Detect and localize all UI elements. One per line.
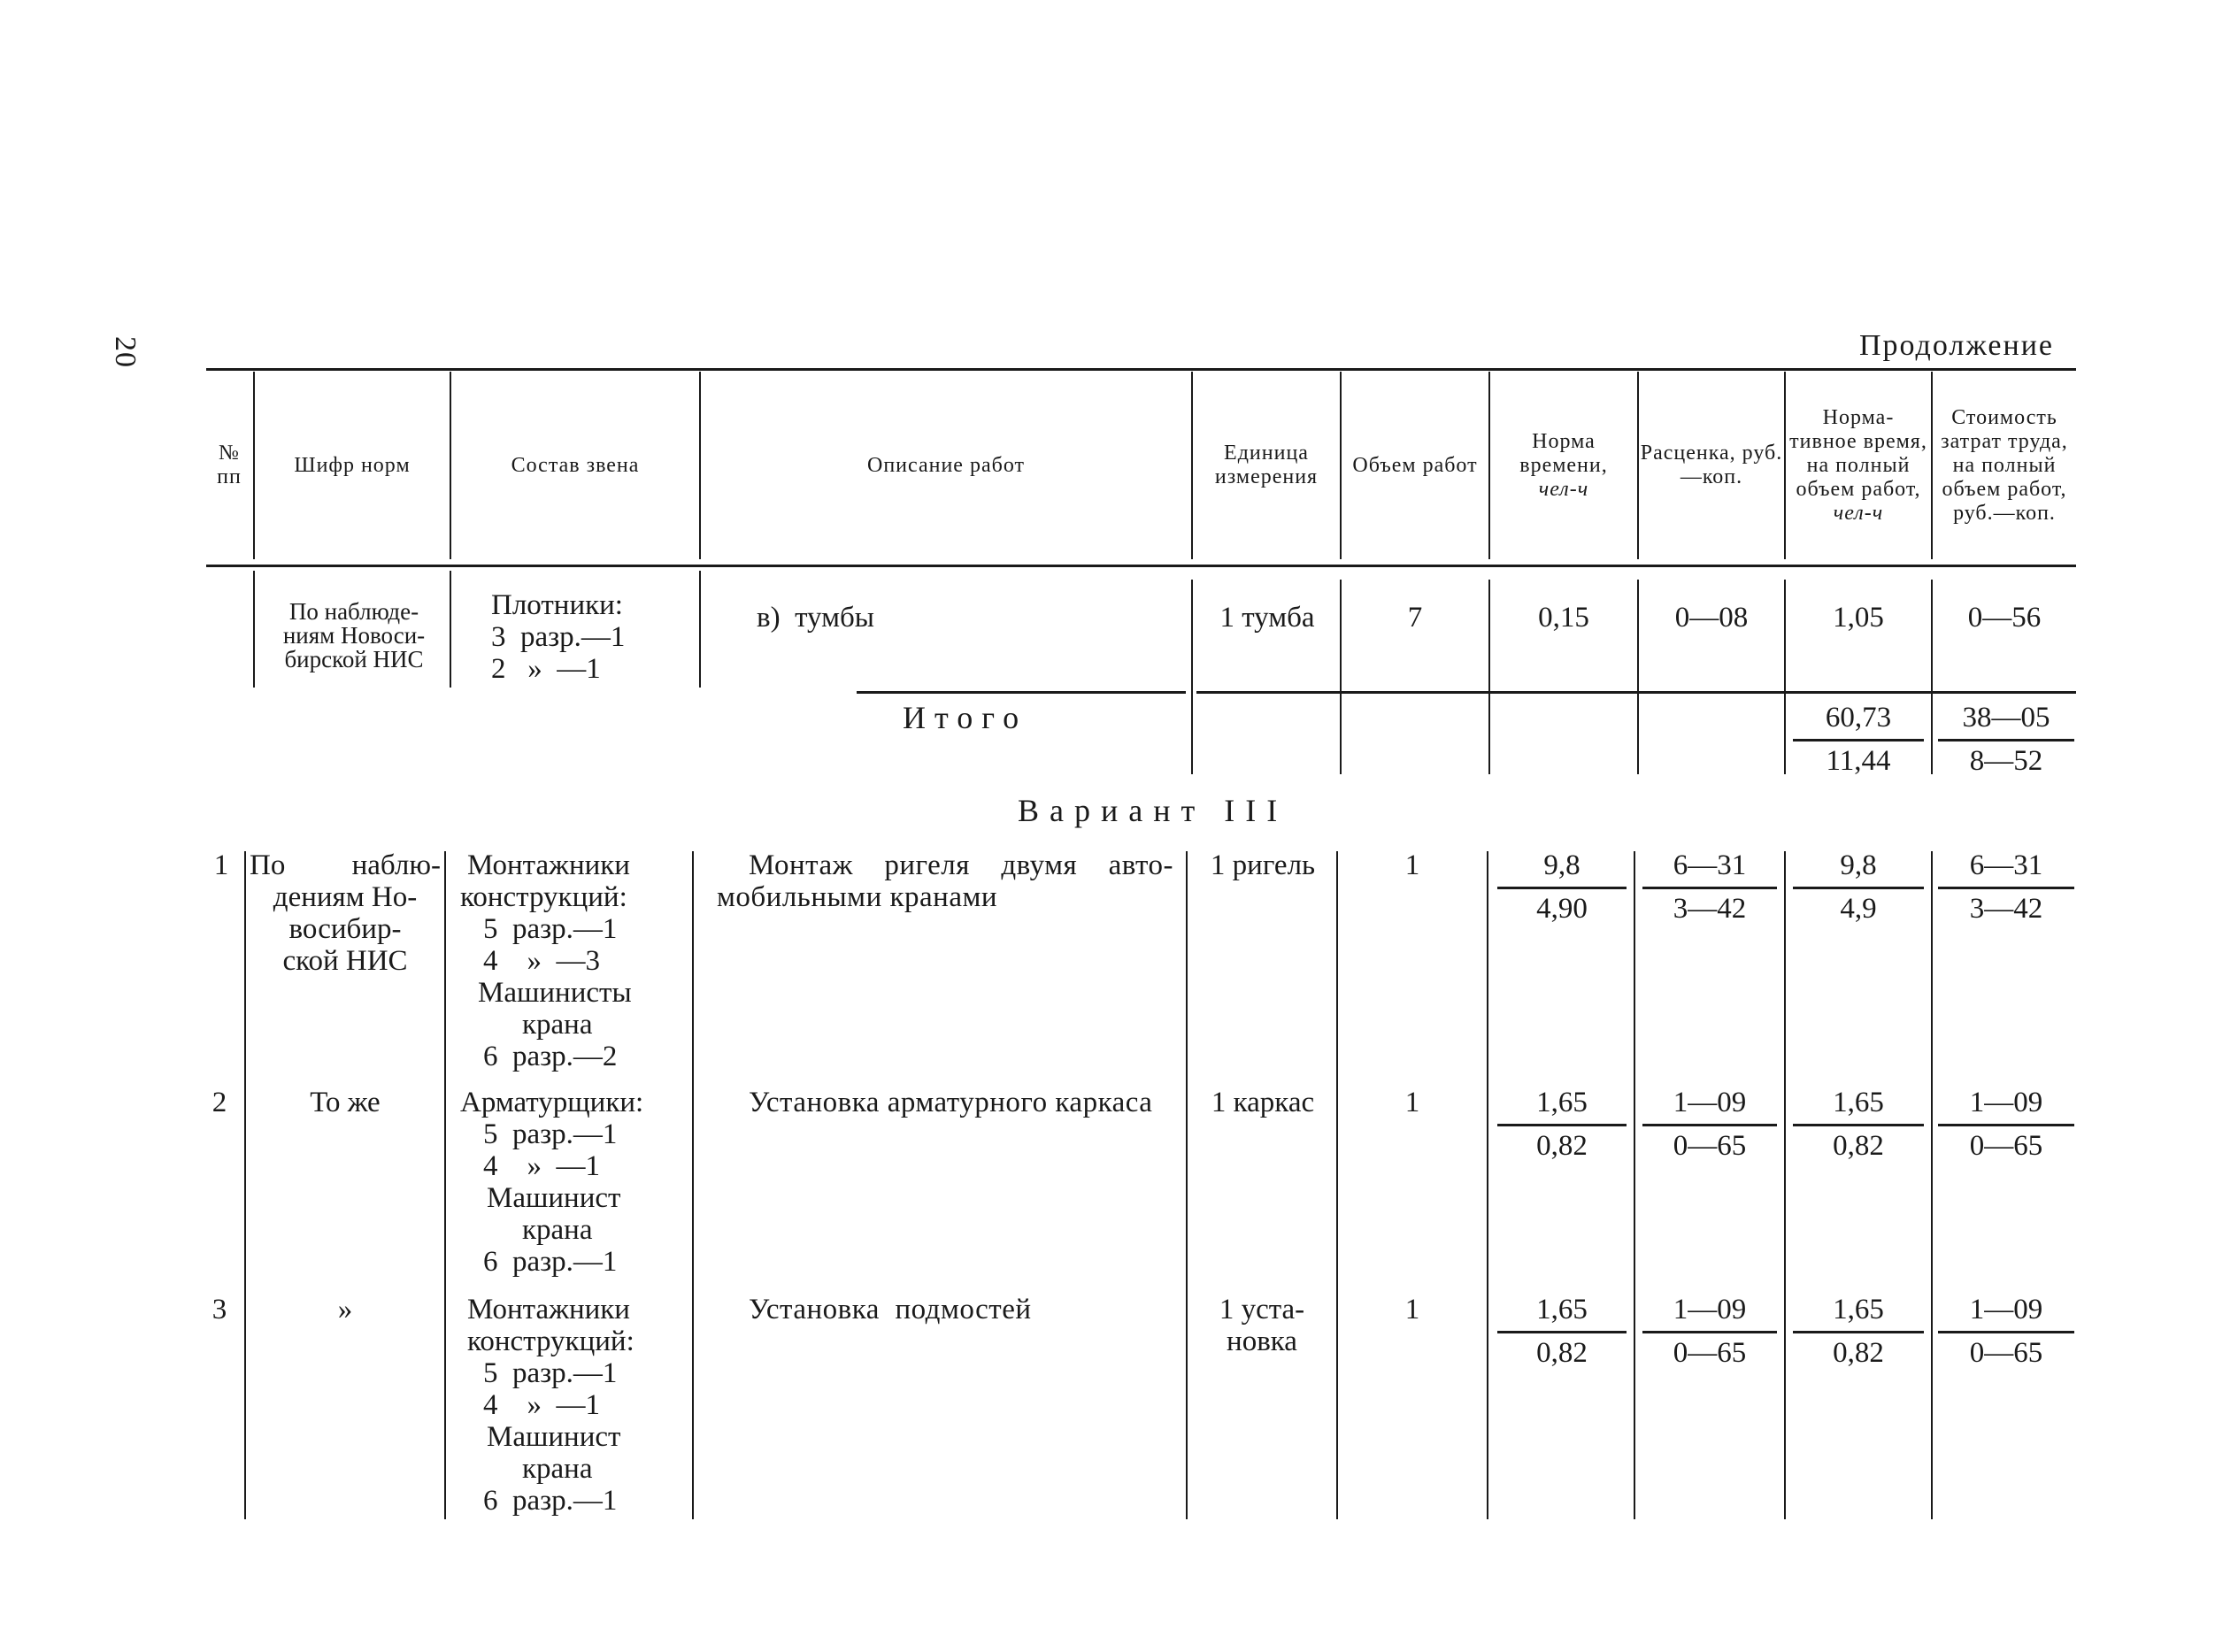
total-labor-cost bbox=[1936, 702, 2076, 777]
row-1-code bbox=[250, 849, 441, 977]
row-1-labor-cost bbox=[1936, 849, 2076, 925]
crew-line: крана bbox=[522, 1214, 593, 1246]
row-3-rate-num: 1—09 bbox=[1673, 1294, 1747, 1325]
body-divider bbox=[1634, 851, 1635, 1519]
header-code: Шифр норм bbox=[294, 453, 411, 477]
crew-line: 6 разр.—1 bbox=[483, 1246, 618, 1278]
row-1-unit: 1 ригель bbox=[1210, 849, 1316, 881]
body-divider bbox=[444, 851, 446, 1519]
row-3-description: Установка подмостей bbox=[749, 1294, 1032, 1325]
header-description: Описание работ bbox=[867, 453, 1025, 477]
row-2-normative-time-den: 0,82 bbox=[1833, 1130, 1884, 1162]
crew-line: 2 » —1 bbox=[491, 653, 601, 685]
total-normative-time bbox=[1791, 702, 1926, 777]
row-1-norm-time bbox=[1496, 849, 1628, 925]
row-2-normative-time bbox=[1791, 1087, 1926, 1162]
crew-line: Монтажники bbox=[467, 849, 630, 881]
variant-title: Вариант III bbox=[1018, 793, 1288, 828]
header-rate: Расценка, руб.—коп. bbox=[1640, 442, 1783, 488]
total-labor-cost-num: 38—05 bbox=[1962, 702, 2050, 734]
row-1-description: Монтаж ригеля двумя авто- мобильными кранами bbox=[717, 849, 1173, 913]
row-2-unit: 1 каркас bbox=[1211, 1087, 1315, 1118]
body-divider bbox=[1186, 851, 1188, 1519]
body-divider bbox=[1487, 851, 1488, 1519]
header-bottom-rule bbox=[206, 565, 2076, 567]
total-label: Итого bbox=[903, 700, 1028, 735]
row-3-num: 3 bbox=[212, 1294, 227, 1325]
row-2-crew bbox=[460, 1087, 692, 1278]
row-1-norm-time-num: 9,8 bbox=[1543, 849, 1580, 881]
row-3-norm-time-num: 1,65 bbox=[1536, 1294, 1588, 1325]
row-divider bbox=[1191, 580, 1193, 774]
row-1-rate-num: 6—31 bbox=[1673, 849, 1747, 881]
row-2-norm-time-num: 1,65 bbox=[1536, 1087, 1588, 1118]
row-3-labor-cost bbox=[1936, 1294, 2076, 1369]
row-2-labor-cost-num: 1—09 bbox=[1969, 1087, 2043, 1118]
body-divider bbox=[1784, 851, 1786, 1519]
page-number: 20 bbox=[109, 336, 142, 368]
row-3-normative-time-den: 0,82 bbox=[1833, 1337, 1884, 1369]
body-divider bbox=[692, 851, 694, 1519]
header-labor-cost: Стоимость затрат труда, на полный объем работ, руб.—коп. bbox=[1941, 405, 2068, 525]
crew-line: крана bbox=[522, 1009, 593, 1041]
row-1-crew bbox=[460, 849, 692, 1072]
row-3-crew bbox=[460, 1294, 692, 1517]
top-row-code: По наблюде- ниям Новоси- бирской НИС bbox=[282, 598, 426, 672]
header-norm-time-label: Норма времени, bbox=[1519, 429, 1608, 477]
crew-line: Машинисты bbox=[478, 977, 632, 1009]
top-row-crew bbox=[491, 589, 695, 685]
row-1-rate-den: 3—42 bbox=[1673, 893, 1747, 925]
crew-line: 5 разр.—1 bbox=[483, 1357, 618, 1389]
row-divider bbox=[253, 571, 255, 688]
body-divider bbox=[1336, 851, 1338, 1519]
row-2-rate-num: 1—09 bbox=[1673, 1087, 1747, 1118]
row-1-rate bbox=[1641, 849, 1779, 925]
row-1-normative-time bbox=[1791, 849, 1926, 925]
row-3-code bbox=[250, 1294, 441, 1325]
row-3-normative-time-num: 1,65 bbox=[1833, 1294, 1884, 1325]
top-row-labor-cost: 0—56 bbox=[1967, 602, 2042, 634]
top-row-description: в) тумбы bbox=[757, 602, 874, 634]
header-normative-time-label: Норма- тивное время, на полный объем работ, bbox=[1789, 405, 1927, 501]
top-row-rate: 0—08 bbox=[1674, 602, 1749, 634]
header-unit: Единица измерения bbox=[1214, 442, 1319, 488]
header-num: № пп bbox=[217, 442, 242, 488]
total-normative-time-den: 11,44 bbox=[1826, 745, 1891, 777]
total-top-rule-right bbox=[1196, 691, 2076, 694]
row-2-labor-cost bbox=[1936, 1087, 2076, 1162]
header-norm-time-unit: чел-ч bbox=[1538, 477, 1589, 501]
row-2-norm-time-den: 0,82 bbox=[1536, 1130, 1588, 1162]
row-1-normative-time-num: 9,8 bbox=[1840, 849, 1877, 881]
row-1-labor-cost-num: 6—31 bbox=[1969, 849, 2043, 881]
row-3-norm-time-den: 0,82 bbox=[1536, 1337, 1588, 1369]
row-divider bbox=[699, 571, 701, 688]
row-3-labor-cost-num: 1—09 bbox=[1969, 1294, 2043, 1325]
row-2-description: Установка арматурного каркаса bbox=[749, 1087, 1153, 1118]
row-1-volume: 1 bbox=[1404, 849, 1420, 881]
top-row-volume: 7 bbox=[1407, 602, 1423, 634]
row-2-norm-time bbox=[1496, 1087, 1628, 1162]
crew-line: 5 разр.—1 bbox=[483, 1118, 618, 1150]
crew-line: крана bbox=[522, 1453, 593, 1485]
row-2-rate-den: 0—65 bbox=[1673, 1130, 1747, 1162]
body-divider bbox=[244, 851, 246, 1519]
body-divider bbox=[1931, 851, 1933, 1519]
crew-line: 4 » —3 bbox=[483, 945, 600, 977]
row-2-num: 2 bbox=[212, 1087, 227, 1118]
code-line: дениям Но- bbox=[273, 881, 418, 913]
top-row-norm-time: 0,15 bbox=[1538, 602, 1589, 634]
crew-line: Машинист bbox=[487, 1182, 621, 1214]
row-1-normative-time-den: 4,9 bbox=[1840, 893, 1877, 925]
row-2-normative-time-num: 1,65 bbox=[1833, 1087, 1884, 1118]
crew-line: Машинист bbox=[487, 1421, 621, 1453]
crew-line: Арматурщики: bbox=[460, 1087, 644, 1118]
crew-line: 5 разр.—1 bbox=[483, 913, 618, 945]
crew-line: 6 разр.—1 bbox=[483, 1485, 618, 1517]
header-normative-time bbox=[1786, 372, 1931, 559]
code-line: ской НИС bbox=[282, 945, 408, 977]
row-3-rate-den: 0—65 bbox=[1673, 1337, 1747, 1369]
header-crew: Состав звена bbox=[511, 453, 640, 477]
total-labor-cost-den: 8—52 bbox=[1969, 745, 2043, 777]
continuation-label: Продолжение bbox=[1858, 329, 2054, 362]
row-3-volume: 1 bbox=[1404, 1294, 1420, 1325]
row-1-num: 1 bbox=[213, 849, 229, 881]
row-2-code bbox=[250, 1087, 441, 1118]
total-normative-time-num: 60,73 bbox=[1825, 702, 1892, 734]
crew-line: конструкций: bbox=[460, 881, 627, 913]
crew-line: 4 » —1 bbox=[483, 1389, 600, 1421]
row-2-rate bbox=[1641, 1087, 1779, 1162]
crew-line: Плотники: bbox=[491, 589, 623, 621]
code-line: » bbox=[337, 1294, 353, 1325]
row-divider bbox=[450, 571, 451, 688]
row-1-labor-cost-den: 3—42 bbox=[1969, 893, 2043, 925]
row-3-unit: 1 уста- новка bbox=[1219, 1294, 1305, 1357]
row-2-volume: 1 bbox=[1404, 1087, 1420, 1118]
crew-line: 6 разр.—2 bbox=[483, 1041, 618, 1072]
crew-line: 4 » —1 bbox=[483, 1150, 600, 1182]
row-3-labor-cost-den: 0—65 bbox=[1969, 1337, 2043, 1369]
row-3-normative-time bbox=[1791, 1294, 1926, 1369]
top-row-normative-time: 1,05 bbox=[1833, 602, 1884, 634]
header-top-rule bbox=[206, 368, 2076, 371]
header-norm-time bbox=[1490, 372, 1637, 559]
row-3-norm-time bbox=[1496, 1294, 1628, 1369]
header-volume: Объем работ bbox=[1352, 453, 1478, 477]
row-1-norm-time-den: 4,90 bbox=[1536, 893, 1588, 925]
code-line: восибир- bbox=[288, 913, 402, 945]
crew-line: конструкций: bbox=[467, 1325, 635, 1357]
total-top-rule-left bbox=[857, 691, 1186, 694]
top-row-unit: 1 тумба bbox=[1219, 602, 1315, 634]
header-normative-time-unit: чел-ч bbox=[1833, 501, 1884, 525]
row-2-labor-cost-den: 0—65 bbox=[1969, 1130, 2043, 1162]
code-line: То же bbox=[310, 1087, 381, 1118]
crew-line: 3 разр.—1 bbox=[491, 621, 626, 653]
row-3-rate bbox=[1641, 1294, 1779, 1369]
code-line: По наблю- bbox=[250, 849, 441, 881]
crew-line: Монтажники bbox=[467, 1294, 630, 1325]
